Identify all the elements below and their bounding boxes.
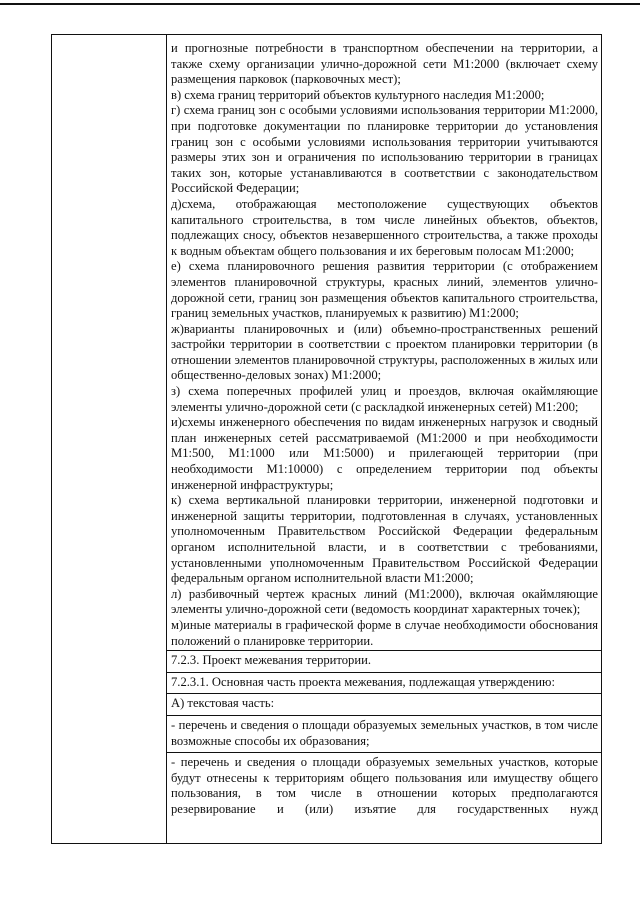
top-rule: [0, 3, 640, 5]
list-item-cell: [167, 752, 601, 820]
paragraph-item-k: к) схема вертикальной планировки территории, инженерной подготовки и инженерной защиты территории, подготовленная в случаях, установленных уполномоченным Правительством Российской Федерации федеральным органом исполнительной власти, и в соответствии с требованиями, установленными уполномоченным Правительством Российской Федерации федеральным органом исполнительной власти М1:2000;: [171, 493, 598, 586]
text-part-heading-cell: [167, 693, 601, 715]
section-heading-cell: [167, 650, 601, 672]
paragraph-item-zh: ж)варианты планировочных и (или) объемно-пространственных решений застройки территории в соответствии с проектом планировки территории (в отношении элементов планировочной структуры, расположенных в жилых или общественно-деловых зонах) М1:2000;: [171, 321, 598, 383]
list-item: - перечень и сведения о площади образуемых земельных участков, которые будут отнесены к территориям общего пользования или имуществу общего пользования, в том числе в отношении которых предполагаются резервирование и (или) изъятие для государственных нужд: [171, 755, 598, 816]
right-column: [167, 35, 601, 843]
list-item: - перечень и сведения о площади образуемых земельных участков, в том числе возможные способы их образования;: [171, 717, 598, 748]
subsection-heading: 7.2.3.1. Основная часть проекта межевания, подлежащая утверждению:: [171, 674, 555, 689]
left-column-empty-cell: [52, 35, 167, 843]
paragraph-item-m: м)иные материалы в графической форме в случае необходимости обоснования положений о планировке территории.: [171, 617, 598, 648]
paragraph-item-d: д)схема, отображающая местоположение существующих объектов капитального строительства, в том числе линейных объектов, объектов, подлежащих сносу, объектов незавершенного строительства, а также проходы к водным объектам общего пользования и их береговым полосам М1:2000;: [171, 196, 598, 258]
text-part-heading: А) текстовая часть:: [171, 696, 275, 711]
paragraph-item-v: в) схема границ территорий объектов культурного наследия М1:2000;: [171, 87, 545, 102]
paragraph-item-l: л) разбивочный чертеж красных линий (М1:2000), включая окаймляющие элементы улично-дорожной сети (ведомость координат характерных точек);: [171, 586, 598, 617]
paragraph-item-g: г) схема границ зон с особыми условиями использования территории М1:2000, при подготовке документации по планировке территории до установления границ зон с особыми условиями использования территории учитываются размеры этих зон и ограничения по использованию территории в границах таких зон, которые устанавливаются в соответствии с законодательством Российской Федерации;: [171, 103, 598, 196]
main-text-cell: [167, 35, 601, 650]
paragraph-item-i: и)схемы инженерного обеспечения по видам инженерных нагрузок и сводный план инженерных сетей рассматриваемой (М1:2000 и при необходимости М1:500, М1:1000 или М1:5000) и прилегающей территории (при необходимости М1:10000) с определением территории под объекты инженерной инфраструктуры;: [171, 415, 598, 492]
paragraph-item-z: з) схема поперечных профилей улиц и проездов, включая окаймляющие элементы улично-дорожной сети (с раскладкой инженерных сетей) М1:200;: [171, 384, 598, 414]
subsection-heading-cell: [167, 672, 601, 694]
list-item-cell: [167, 715, 601, 752]
section-heading: 7.2.3. Проект межевания территории.: [171, 653, 371, 668]
paragraph-item-e: е) схема планировочного решения развития территории (с отображением элементов планировочной структуры, красных линий, элементов улично-дорожной сети, границ зон размещения объектов капитального строительства, границ земельных участков, планируемых к развитию) М1:2000;: [171, 259, 598, 321]
paragraph-continuation: и прогнозные потребности в транспортном обеспечении на территории, а также схему организации улично-дорожной сети М1:2000 (включает схему размещения парковок (парковочных мест);: [171, 41, 598, 87]
document-table: [51, 34, 602, 844]
